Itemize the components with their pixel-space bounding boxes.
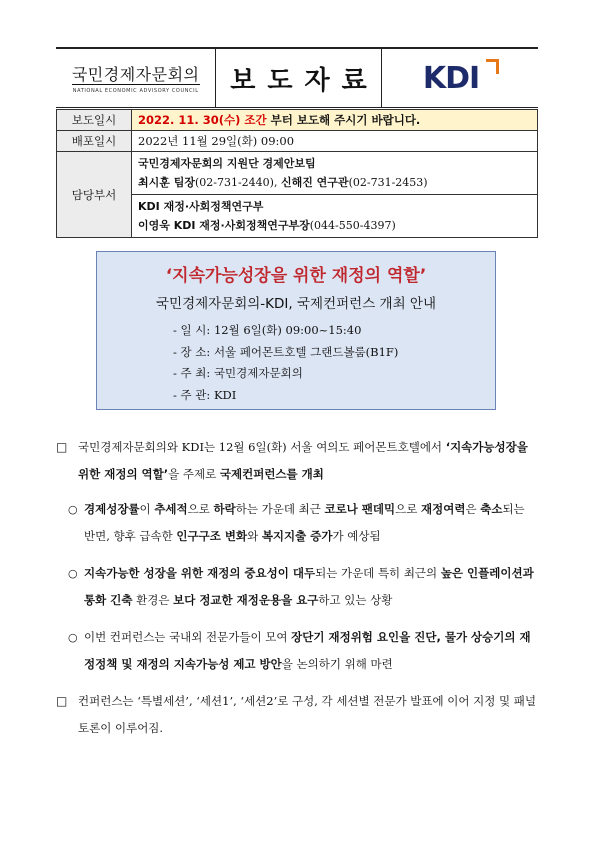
doc-type-cell xyxy=(216,49,381,107)
text-span: 국제컨퍼런스를 개최 xyxy=(219,467,324,481)
event-venue: - 장 소: 서울 페어몬트호텔 그랜드볼룸(B1F) xyxy=(173,344,399,359)
nesc-name-en: NATIONAL ECONOMIC ADVISORY COUNCIL xyxy=(72,88,199,94)
dept2-contacts xyxy=(138,216,531,235)
square-bullet-icon: □ xyxy=(56,440,68,454)
distribute-row xyxy=(57,131,538,152)
release-label: 보도일시 xyxy=(57,110,132,131)
release-suffix: 부터 보도해 주시기 바랍니다. xyxy=(266,113,421,127)
dept2-contact-tel: (044-550-4397) xyxy=(309,219,396,232)
bullet-importance xyxy=(56,560,538,614)
text-span: 인구구조 변화 xyxy=(176,529,248,543)
kdi-logo-text: KDI xyxy=(422,61,480,96)
dept2-cell xyxy=(132,195,538,238)
text-span: 코로나 팬데믹 xyxy=(324,502,396,516)
dept1-contact-b-tel: (02-731-2453) xyxy=(348,176,428,189)
event-summary-box xyxy=(96,251,496,410)
dept1-contacts xyxy=(138,173,531,192)
text-span: 하는 가운데 최근 xyxy=(235,502,325,516)
kdi-logo-mark-icon xyxy=(486,59,499,74)
background-text xyxy=(84,496,538,550)
distribute-label: 배포일시 xyxy=(57,131,132,152)
release-date: 2022. 11. 30(수) 조간 xyxy=(138,113,267,127)
text-span: 높은 인플레이션과 통화 긴축 xyxy=(84,566,534,607)
text-span: 되는 가운데 특히 최근의 xyxy=(315,566,441,580)
dept2-org: KDI 재정·사회정책연구부 xyxy=(138,200,264,213)
text-span: 이 xyxy=(139,502,155,516)
dept1-contact-a-tel: (02-731-2440), xyxy=(194,176,281,189)
event-details xyxy=(173,320,398,406)
bullet-background xyxy=(56,496,538,550)
text-span: ‘지속가능성장을 위한 재정의 역할’ xyxy=(78,440,528,481)
event-subtitle: 국민경제자문회의-KDI, 국제컨퍼런스 개최 안내 xyxy=(155,296,436,312)
text-span: 경제성장률 xyxy=(84,502,140,516)
text-span: 재정여력 xyxy=(421,502,466,516)
kdi-logo-cell xyxy=(382,49,538,107)
circle-bullet-icon: ○ xyxy=(68,567,78,580)
text-span: 지속가능한 성장을 위한 재정의 중요성이 대두 xyxy=(84,566,316,580)
event-organizer: - 주 관: KDI xyxy=(173,387,237,402)
dept1-org: 국민경제자문회의 지원단 경제안보팀 xyxy=(138,157,316,170)
text-span: 와 xyxy=(247,529,262,543)
importance-text xyxy=(84,560,538,614)
text-span: 환경은 xyxy=(132,593,174,607)
text-span: 축소 xyxy=(480,502,503,516)
circle-bullet-icon: ○ xyxy=(68,503,78,516)
press-release-header xyxy=(56,47,538,108)
dept1-contact-a-name: 최시훈 팀장 xyxy=(138,176,195,189)
text-span: 하고 있는 상황 xyxy=(318,593,393,607)
text-span: 국민경제자문회의와 KDI는 12월 6일(화) 서울 여의도 페어몬트호텔에서 xyxy=(78,440,446,454)
event-date: - 일 시: 12월 6일(화) 09:00~15:40 xyxy=(173,323,362,337)
nesc-logo xyxy=(56,49,216,107)
text-span: 복지지출 증가 xyxy=(261,529,333,543)
text-span: 장단기 재정위험 요인을 진단, 물가 상승기의 재정정책 및 재정의 지속가능성 제고 방안 xyxy=(84,630,531,671)
text-span: 으로 xyxy=(395,502,422,516)
dept1-cell xyxy=(132,152,538,195)
purpose-text xyxy=(84,624,538,678)
event-title: ‘지속가능성장을 위한 재정의 역할’ xyxy=(165,266,427,286)
bullet-purpose xyxy=(56,624,538,678)
text-span: 보다 정교한 재정운용을 요구 xyxy=(173,593,319,607)
text-span: 을 주제로 xyxy=(168,467,220,481)
event-host: - 주 최: 국민경제자문회의 xyxy=(173,366,303,380)
paragraph-structure xyxy=(56,688,538,742)
overview-text xyxy=(78,434,538,488)
doc-type-title: 보도자료 xyxy=(230,65,379,96)
dept-label: 담당부서 xyxy=(57,152,132,238)
text-span: 은 xyxy=(465,502,481,516)
release-value xyxy=(132,110,538,131)
release-row xyxy=(57,110,538,131)
dept-row-1 xyxy=(57,152,538,195)
text-span: 을 논의하기 위해 마련 xyxy=(281,657,393,671)
paragraph-overview xyxy=(56,434,538,488)
nesc-name: 국민경제자문회의 xyxy=(71,65,200,84)
text-span: 가 예상됨 xyxy=(332,529,381,543)
structure-text: 컨퍼런스는 ‘특별세션’, ‘세션1’, ‘세션2’로 구성, 각 세션별 전문가 발표에 이어 지정 및 패널토론이 이루어짐. xyxy=(78,694,536,735)
dept2-contact-name: 이영욱 KDI 재정·사회정책연구부장 xyxy=(138,219,310,232)
text-span: 으로 xyxy=(187,502,214,516)
distribute-value: 2022년 11월 29일(화) 09:00 xyxy=(132,131,538,152)
kdi-logo xyxy=(415,59,505,97)
text-span: 하락 xyxy=(213,502,236,516)
square-bullet-icon: □ xyxy=(56,694,68,708)
text-span: 추세적 xyxy=(154,502,188,516)
circle-bullet-icon: ○ xyxy=(68,631,78,644)
release-info-table xyxy=(56,109,538,238)
dept1-contact-b-name: 신해진 연구관 xyxy=(280,176,349,189)
text-span: 되는 반면, 향후 급속한 xyxy=(84,502,525,543)
text-span: 이번 컨퍼런스는 국내외 전문가들이 모여 xyxy=(84,630,292,644)
